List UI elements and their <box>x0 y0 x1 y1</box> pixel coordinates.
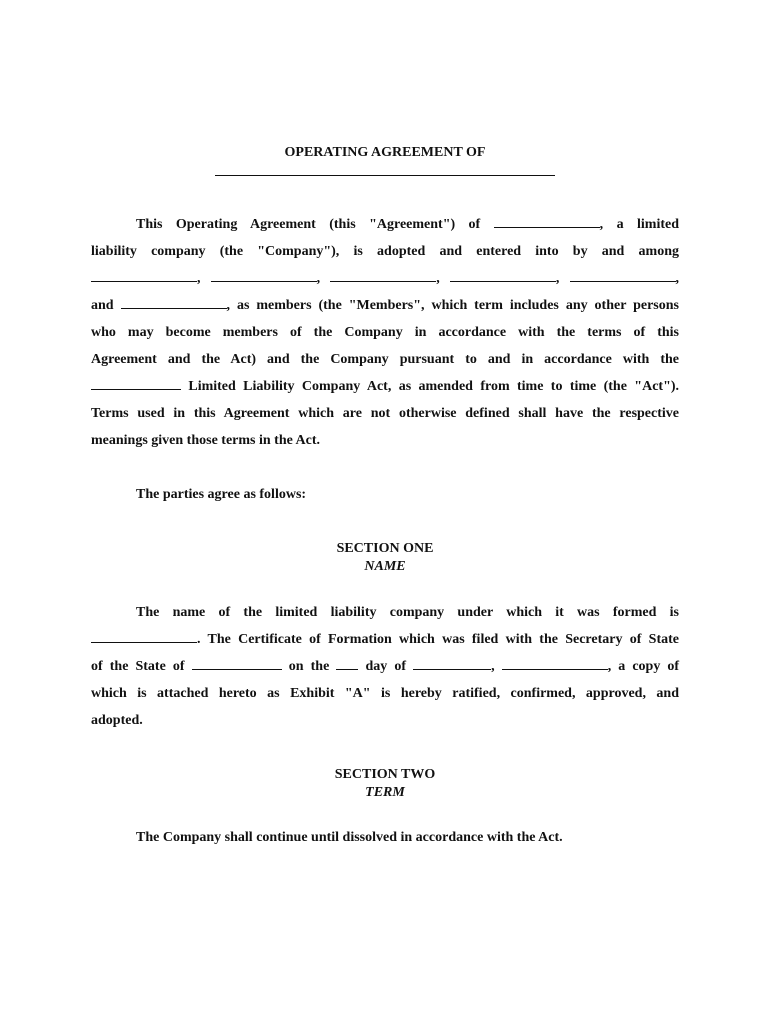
section-one-paragraph <box>91 599 679 734</box>
blank-field <box>494 213 600 228</box>
blank-field <box>91 375 181 390</box>
intro-line: who may become members of the Company in accordance with the terms of this <box>91 325 679 340</box>
blank-field <box>121 294 227 309</box>
section-one-line: . The Certificate of Formation which was filed with the Secretary of State <box>91 626 679 653</box>
section-two-text: The Company shall continue until dissolved in accordance with the Act. <box>136 830 563 845</box>
section-one-heading <box>0 540 770 576</box>
section-two-subtitle: TERM <box>365 785 405 800</box>
intro-line: Agreement and the Act) and the Company pursuant to and in accordance with the <box>91 352 679 367</box>
section-two-heading <box>0 766 770 802</box>
blank-field <box>570 267 676 282</box>
intro-paragraph <box>91 211 679 454</box>
blank-field <box>91 267 197 282</box>
blank-field <box>502 655 608 670</box>
document-title: OPERATING AGREEMENT OF <box>284 145 486 160</box>
section-one-subtitle: NAME <box>364 559 406 574</box>
blank-field <box>211 267 317 282</box>
parties-statement: The parties agree as follows: <box>136 487 307 502</box>
section-one-line: The name of the limited liability company under which it was formed is <box>136 605 679 620</box>
section-one-line: of the State of on the day of , , a copy of <box>91 653 679 680</box>
intro-line-members: , , , , , <box>91 265 679 292</box>
blank-field <box>91 628 197 643</box>
section-one-line: adopted. <box>91 713 143 728</box>
blank-field <box>413 655 491 670</box>
intro-line: This Operating Agreement (this "Agreement") of , a limited <box>91 211 679 238</box>
company-name-blank <box>215 175 555 176</box>
blank-field <box>330 267 436 282</box>
blank-field <box>336 655 358 670</box>
intro-line: and , as members (the "Members", which term includes any other persons <box>91 292 679 319</box>
intro-line: Terms used in this Agreement which are not otherwise defined shall have the respective <box>91 406 679 421</box>
section-one-line: which is attached hereto as Exhibit "A" is hereby ratified, confirmed, approved, and <box>91 686 679 701</box>
blank-field <box>192 655 282 670</box>
section-one-title: SECTION ONE <box>336 541 434 556</box>
intro-line: Limited Liability Company Act, as amended from time to time (the "Act"). <box>91 373 679 400</box>
blank-field <box>450 267 556 282</box>
intro-line: meanings given those terms in the Act. <box>91 433 321 448</box>
intro-line: liability company (the "Company"), is adopted and entered into by and among <box>91 244 679 259</box>
section-two-title: SECTION TWO <box>334 767 436 782</box>
